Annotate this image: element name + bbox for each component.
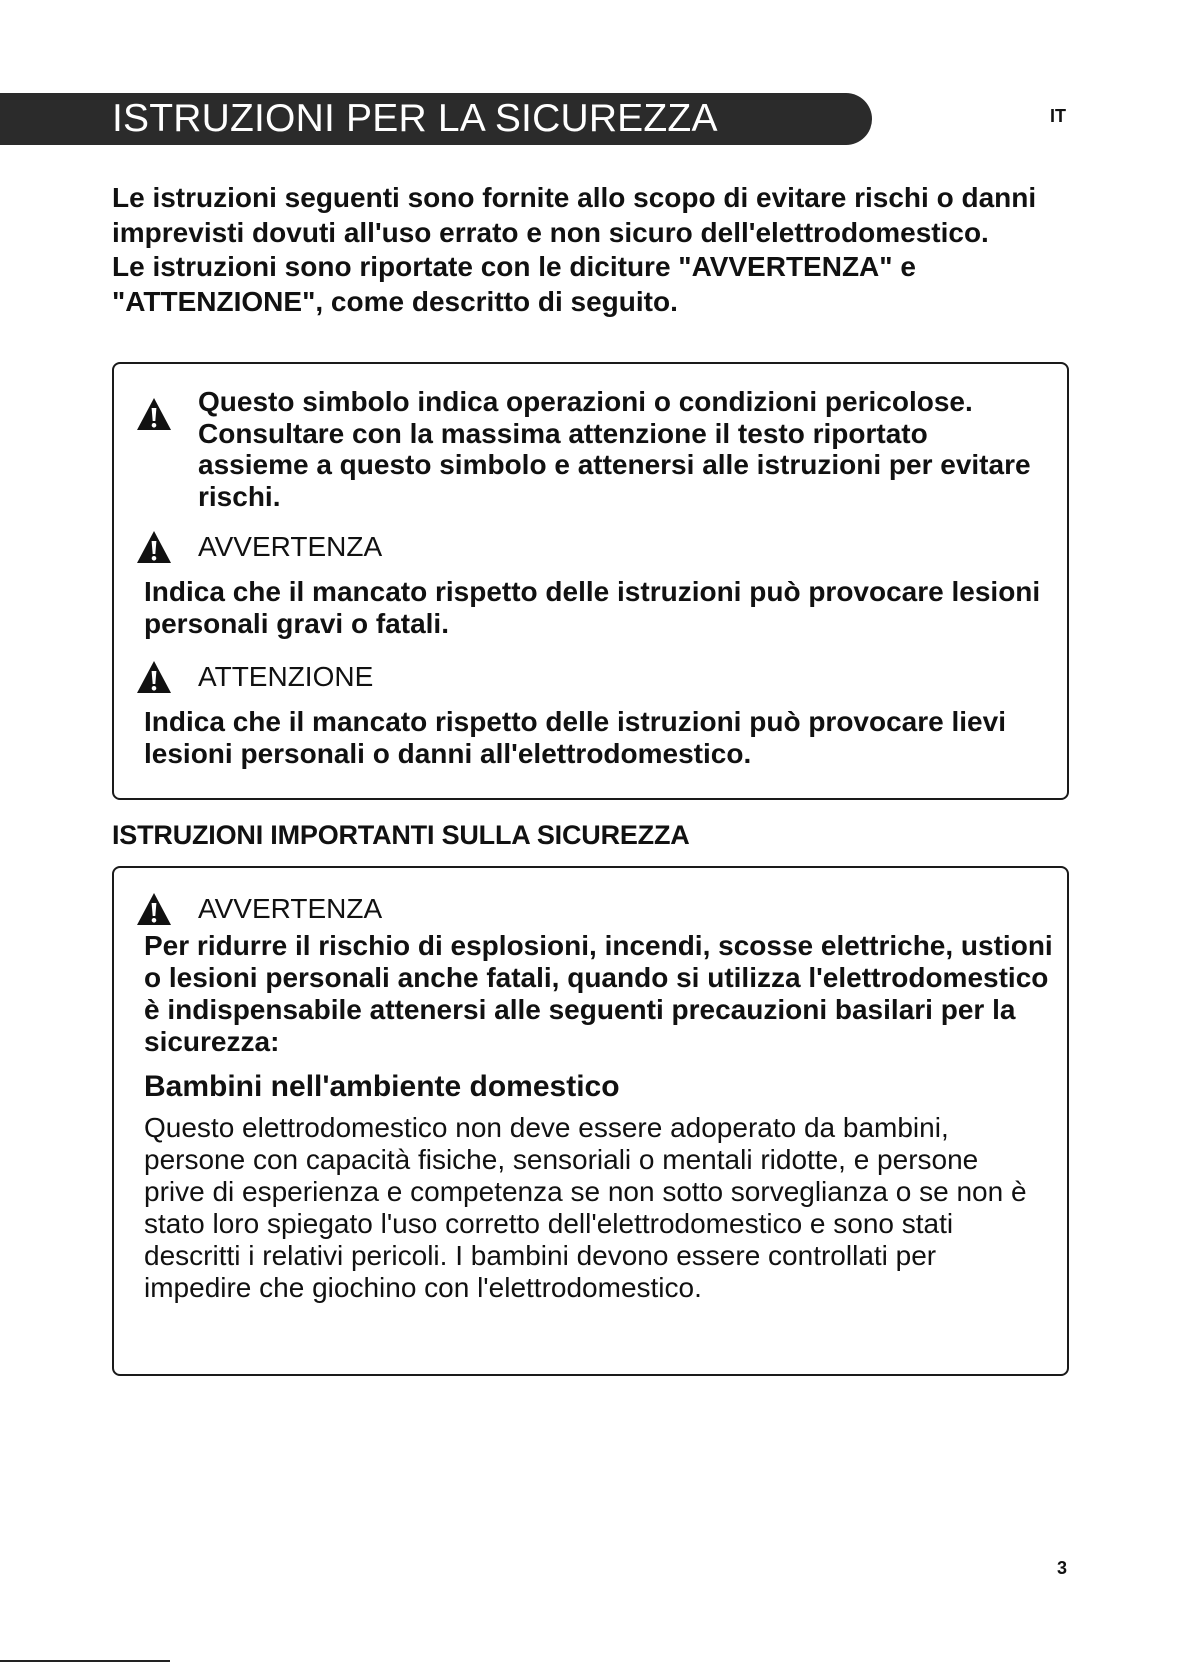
- legend-box: [112, 362, 1069, 800]
- language-code: IT: [1050, 106, 1066, 126]
- intro-text: [112, 181, 1072, 319]
- body-text: Questo elettrodomestico non deve essere adoperato da bambini, persone con capacità fisiche, sensoriali o mentali ridotte, e persone prive di esperienza e competenza se non sotto sorveglianza o se non è stato loro spiegato l'uso corretto dell'elettrodomestico e sono stati descritti i relativi pericoli. I bambini devono essere controllati per impedire che giochino con l'elettrodomestico.: [144, 1112, 1027, 1303]
- section-heading: ISTRUZIONI IMPORTANTI SULLA SICUREZZA: [112, 820, 690, 850]
- warning-description: Indica che il mancato rispetto delle istruzioni può provocare lesioni personali gravi o fatali.: [144, 576, 1041, 639]
- page-number: 3: [1057, 1558, 1068, 1578]
- warning-triangle-icon: [136, 530, 172, 564]
- important-safety-box: [112, 866, 1069, 1376]
- warning-triangle-icon: [136, 397, 172, 431]
- warning-label: AVVERTENZA: [198, 893, 383, 924]
- header-bar: [0, 93, 872, 145]
- footer-rule: [0, 1660, 170, 1662]
- warning-triangle-icon: [136, 660, 172, 694]
- intro-paragraph-1: Le istruzioni seguenti sono fornite allo scopo di evitare rischi o danni imprevisti dovuti all'uso errato e non sicuro dell'elettrodomestico.: [112, 182, 1037, 248]
- intro-paragraph-2: Le istruzioni sono riportate con le diciture "AVVERTENZA" e "ATTENZIONE", come descritto di seguito.: [112, 251, 916, 317]
- warning-text: Per ridurre il rischio di esplosioni, incendi, scosse elettriche, ustioni o lesioni personali anche fatali, quando si utilizza l'elettrodomestico è indispensabile attenersi alle seguenti precauzioni basilari per la sicurezza:: [144, 930, 1053, 1057]
- caution-label: ATTENZIONE: [198, 661, 374, 692]
- caution-description: Indica che il mancato rispetto delle istruzioni può provocare lievi lesioni personali o danni all'elettrodomestico.: [144, 706, 1006, 769]
- warning-label: AVVERTENZA: [198, 531, 383, 562]
- subheading: Bambini nell'ambiente domestico: [144, 1070, 620, 1103]
- warning-triangle-icon: [136, 892, 172, 926]
- page-title: ISTRUZIONI PER LA SICUREZZA: [112, 97, 718, 140]
- symbol-explanation: Questo simbolo indica operazioni o condizioni pericolose. Consultare con la massima attenzione il testo riportato assieme a questo simbolo e attenersi alle istruzioni per evitare rischi.: [198, 386, 1031, 512]
